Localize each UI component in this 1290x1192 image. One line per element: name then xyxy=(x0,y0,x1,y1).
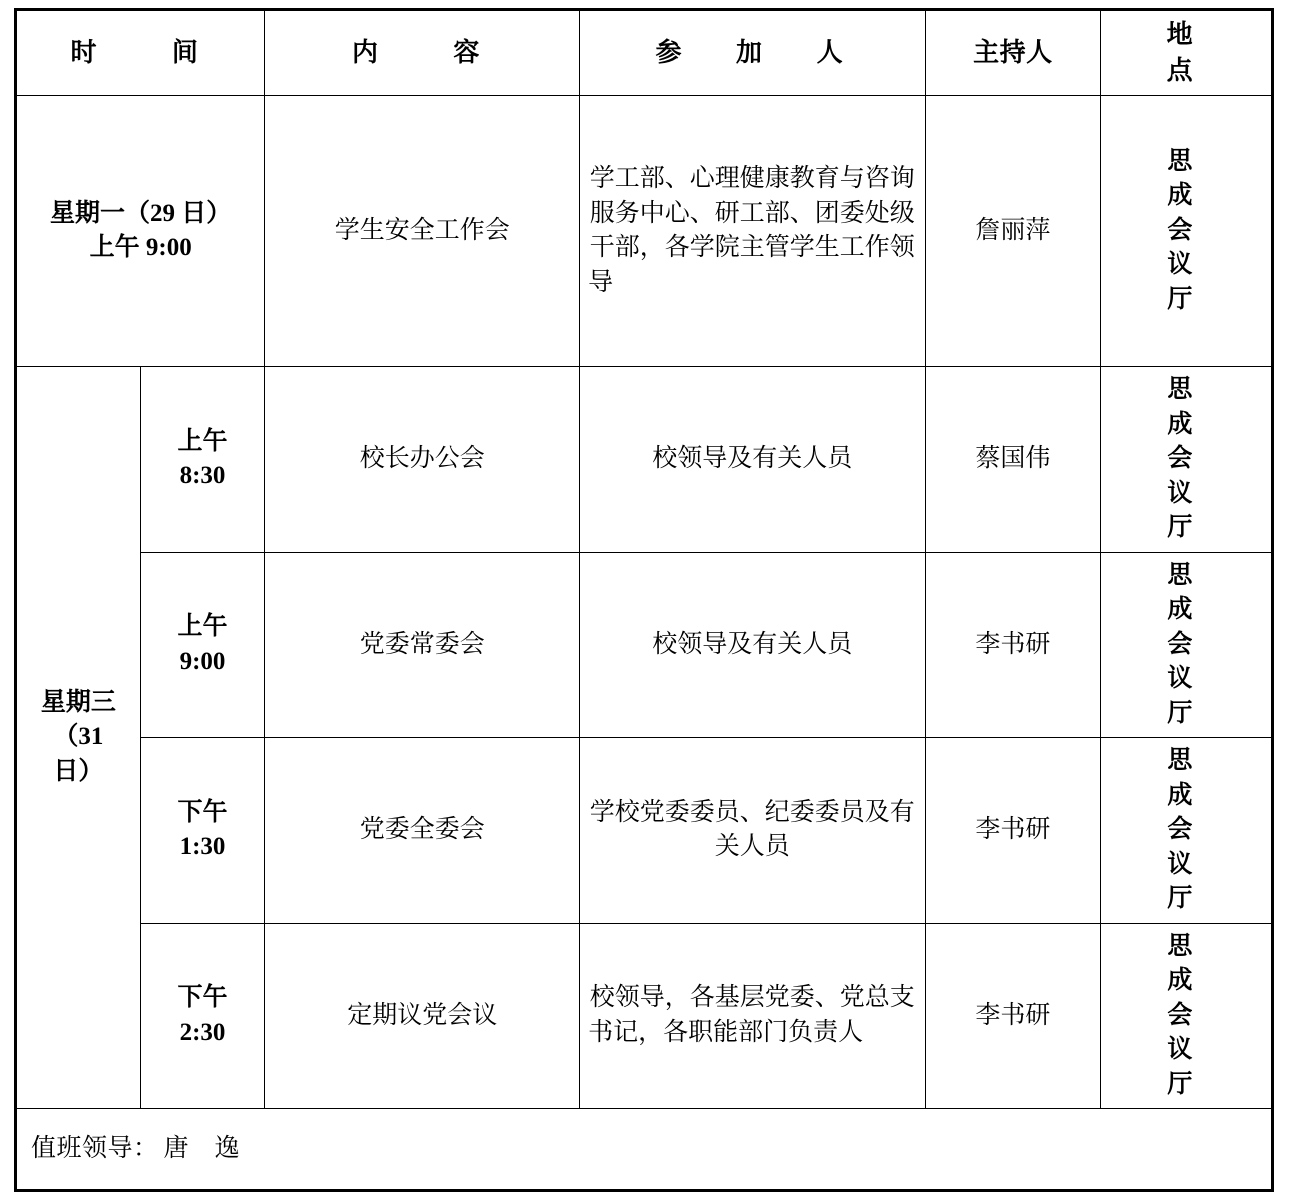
row-location xyxy=(1101,367,1273,553)
column-header-location-label: 地 点 xyxy=(1166,20,1269,85)
row-location-line1: 思 成 xyxy=(1167,376,1265,438)
table-footer-row xyxy=(16,1109,1273,1191)
column-header-host-label: 主持人 xyxy=(973,38,1053,68)
row-host: 李书研 xyxy=(925,552,1101,738)
row-participants: 学校党委委员、纪委委员及有关人员 xyxy=(580,738,925,924)
row-location xyxy=(1101,552,1273,738)
column-header-content-label: 内 容 xyxy=(352,38,505,68)
row-time-line2: 2:30 xyxy=(179,1018,226,1046)
row-host: 李书研 xyxy=(925,923,1101,1109)
table-row xyxy=(16,923,1273,1109)
row-location-line2: 会 议 厅 xyxy=(1167,816,1265,912)
row-day-line2: 上午 9:00 xyxy=(89,234,192,261)
row-topic: 定期议党会议 xyxy=(265,923,580,1109)
row-day-line2: （31 xyxy=(53,723,104,751)
row-time-line2: 8:30 xyxy=(179,462,226,490)
table-row xyxy=(16,738,1273,924)
table-row xyxy=(16,96,1273,367)
row-time-line1: 下午 xyxy=(177,798,228,826)
row-day-monday xyxy=(16,96,265,367)
row-topic: 党委全委会 xyxy=(265,738,580,924)
row-day-line1: 星期一（29 日） xyxy=(50,199,232,227)
row-location xyxy=(1101,96,1273,367)
row-location-line1: 思 成 xyxy=(1167,147,1265,210)
row-day-line3: 日） xyxy=(53,757,104,785)
row-location-line2: 会 议 厅 xyxy=(1167,1001,1265,1098)
row-location-line1: 思 成 xyxy=(1167,561,1265,623)
row-day-line1: 星期三 xyxy=(40,688,116,716)
weekly-schedule-table xyxy=(14,8,1274,1192)
row-time-line1: 下午 xyxy=(177,984,228,1012)
row-time xyxy=(140,552,265,738)
table-row xyxy=(16,552,1273,738)
column-header-location xyxy=(1101,10,1273,96)
table-row xyxy=(16,367,1273,553)
row-location-line2: 会 议 厅 xyxy=(1167,630,1265,727)
column-header-content xyxy=(265,10,580,96)
row-location-line2: 会 议 厅 xyxy=(1167,445,1265,541)
column-header-host xyxy=(925,10,1101,96)
column-header-participants xyxy=(580,10,925,96)
duty-leader-cell xyxy=(16,1109,1273,1191)
column-header-time-label: 时 间 xyxy=(70,38,223,68)
duty-leader-label: 值班领导： xyxy=(31,1134,159,1162)
row-participants: 学工部、心理健康教育与咨询服务中心、研工部、团委处级干部，各学院主管学生工作领导 xyxy=(580,96,925,367)
column-header-participants-label: 参 加 人 xyxy=(655,38,857,68)
row-host: 詹丽萍 xyxy=(925,96,1101,367)
row-time-line1: 上午 xyxy=(177,427,228,455)
row-location-line1: 思 成 xyxy=(1167,932,1265,994)
duty-leader-name: 唐 逸 xyxy=(163,1134,241,1162)
row-time-line2: 1:30 xyxy=(179,833,226,861)
row-location xyxy=(1101,923,1273,1109)
row-time xyxy=(140,738,265,924)
row-time-line1: 上午 xyxy=(177,613,228,641)
row-day-wednesday xyxy=(16,367,141,1109)
row-time xyxy=(140,923,265,1109)
row-participants: 校领导及有关人员 xyxy=(580,367,925,553)
row-location-line2: 会 议 厅 xyxy=(1167,216,1265,313)
row-topic: 学生安全工作会 xyxy=(265,96,580,367)
row-participants: 校领导及有关人员 xyxy=(580,552,925,738)
row-host: 李书研 xyxy=(925,738,1101,924)
table-header-row xyxy=(16,10,1273,96)
column-header-time xyxy=(16,10,265,96)
row-location-line1: 思 成 xyxy=(1167,747,1265,809)
row-host: 蔡国伟 xyxy=(925,367,1101,553)
row-topic: 校长办公会 xyxy=(265,367,580,553)
row-location xyxy=(1101,738,1273,924)
row-time-line2: 9:00 xyxy=(179,647,226,675)
row-participants: 校领导，各基层党委、党总支书记，各职能部门负责人 xyxy=(580,923,925,1109)
row-topic: 党委常委会 xyxy=(265,552,580,738)
row-time xyxy=(140,367,265,553)
